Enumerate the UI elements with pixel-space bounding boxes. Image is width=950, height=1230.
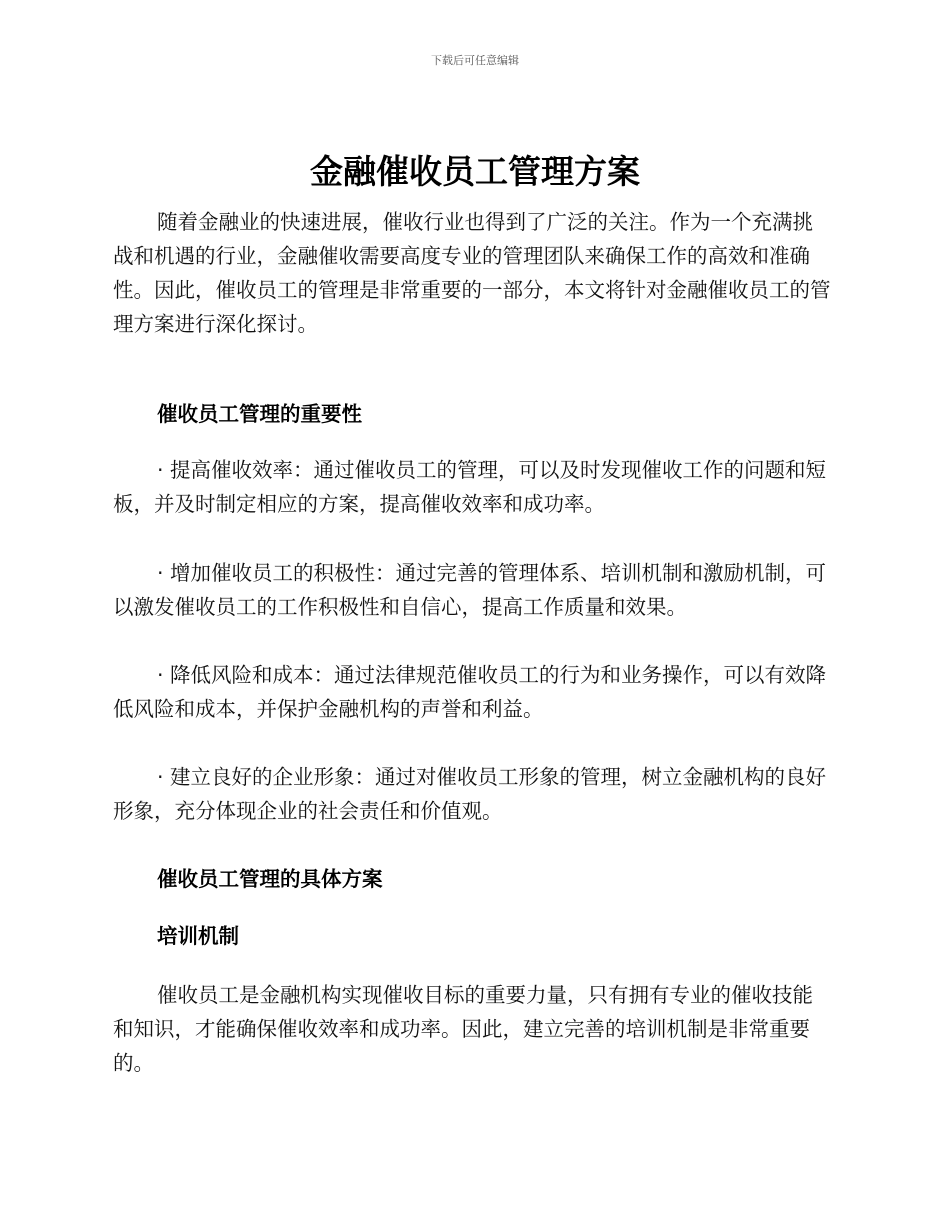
bullet-item-risk-cost: · 降低风险和成本：通过法律规范催收员工的行为和业务操作，可以有效降低风险和成本，并保护金融机构的声誉和利益。 <box>113 663 827 721</box>
bullet-item-efficiency: · 提高催收效率：通过催收员工的管理，可以及时发现催收工作的问题和短板，并及时制定相应的方案，提高催收效率和成功率。 <box>113 458 827 516</box>
header-note: 下载后可任意编辑 <box>431 54 519 67</box>
training-paragraph: 催收员工是金融机构实现催收目标的重要力量，只有拥有专业的催收技能和知识，才能确保催收效率和成功率。因此，建立完善的培训机制是非常重要的。 <box>113 983 813 1075</box>
section-heading-plan: 催收员工管理的具体方案 <box>157 867 383 891</box>
bullet-item-corporate-image: · 建立良好的企业形象：通过对催收员工形象的管理，树立金融机构的良好形象，充分体现企业的社会责任和价值观。 <box>113 765 827 823</box>
intro-paragraph: 随着金融业的快速进展，催收行业也得到了广泛的关注。作为一个充满挑战和机遇的行业，金融催收需要高度专业的管理团队来确保工作的高效和准确性。因此，催收员工的管理是非常重要的一部分，本文将针对金融催收员工的管理方案进行深化探讨。 <box>113 210 831 336</box>
bullet-item-motivation: · 增加催收员工的积极性：通过完善的管理体系、培训机制和激励机制，可以激发催收员工的工作积极性和自信心，提高工作质量和效果。 <box>113 561 827 619</box>
section-heading-importance: 催收员工管理的重要性 <box>157 402 362 426</box>
subsection-heading-training: 培训机制 <box>157 924 239 948</box>
document-title: 金融催收员工管理方案 <box>310 152 640 191</box>
